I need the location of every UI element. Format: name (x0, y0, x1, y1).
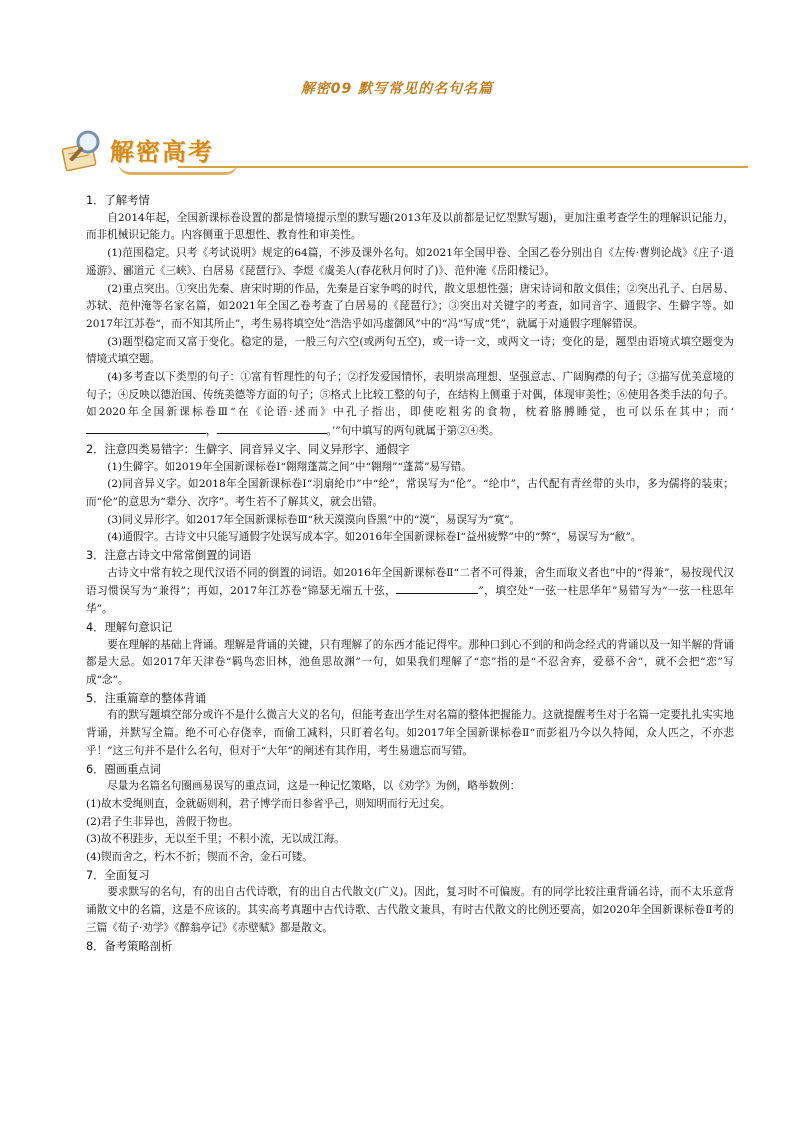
paragraph: (3)同义异形字。如2017年全国新课标卷Ⅲ“秋天漠漠向昏黑”中的“漠”，易误写为“寞”。 (107, 513, 521, 526)
paragraph-text: 古诗文中常有较之现代汉语不同的倒置的词语。如2016年全国新课标卷Ⅱ“二者不可得兼，舍生而取义者也”中的“得兼”，易按现代汉语习惯误写为“兼得”；再如，2017年江苏卷“锦瑟无端五十弦， (86, 566, 734, 598)
section-banner (58, 128, 748, 176)
section-heading: 2．注意四类易错字：生僻字、同音异义字、同义异形字、通假字 (86, 442, 410, 456)
paragraph (86, 369, 734, 441)
section-heading: 3．注意古诗文中常常倒置的词语 (86, 549, 252, 563)
paragraph-text: (4)多考查以下类型的句子：①富有哲理性的句子；②抒发爱国情怀，表明崇高理想、坚强意志、广阔胸襟的句子；③描写优美意境的句子；④反映以德治国、传统美德等方面的句子；⑤格式上比较工整的句子，在结构上侧重于对偶，体现审美性；⑥使用各类手法的句子。如2020年全国新课标卷Ⅲ“在《论语·述而》中孔子指出，即使吃粗劣的食物，枕着胳膊睡觉，也可以乐在其中；而‘ (86, 371, 734, 419)
section-heading: 7．全面复习 (86, 868, 150, 882)
paragraph: 要在理解的基础上背诵。理解是背诵的关键，只有理解了的东西才能记得牢。那种口到心不到的和尚念经式的背诵以及一知半解的背诵都是大忌。如2017年天津卷“羁鸟恋旧林，池鱼思故渊”一句，如果我们理解了“恋”指的是“不忍舍弃，爱慕不舍”，就不会把“恋”写成“念”。 (86, 638, 734, 686)
paragraph: (1)生僻字。如2019年全国新课标卷Ⅰ“翱翔蓬蒿之间”中“翱翔”“蓬蒿”易写错。 (107, 460, 472, 473)
paragraph: (1)范围稳定。只考《考试说明》规定的64篇，不涉及课外名句。如2021年全国甲卷、全国乙卷分别出自《左传·曹刿论战》《庄子·逍遥游》、郦道元《三峡》、白居易《琵琶行》、李煜《虞美人(春花秋月何时了)》、范仲淹《岳阳楼记》。 (86, 247, 734, 277)
magnifier-book-icon (58, 128, 106, 174)
fill-blank (396, 582, 478, 594)
paragraph (86, 565, 734, 619)
paragraph: (4)通假字。古诗文中只能写通假字处误写成本字。如2016年全国新课标卷Ⅰ“益州疲弊”中的“弊”，易误写为“敝”。 (107, 531, 642, 544)
fill-blank (86, 422, 206, 434)
fill-blank (217, 422, 327, 434)
paragraph: (3)题型稳定而又富于变化。稳定的是，一般三句六空(或两句五空)，或一诗一文，或两文一诗；变化的是，题型由语境式填空题变为情境式填空题。 (86, 335, 734, 366)
paragraph: 有的默写题填空部分或许不是什么微言大义的名句，但能考查出学生对名篇的整体把握能力。这就提醒考生对于名篇一定要扎扎实实地背诵，并默写全篇。绝不可心存侥幸，而偷工减料，只盯着名句。如2017年全国新课标卷Ⅱ“而彭祖乃今以久特闻，众人匹之，不亦悲乎！”这三句并不是什么名句，但对于“大年”的阐述有其作用，考生易遗忘而写错。 (86, 709, 734, 757)
paragraph: 尽量为名篇名句圈画易误写的重点词，这是一种记忆策略，以《劝学》为例，略举数例： (107, 780, 521, 793)
list-item: (4)锲而舍之，朽木不折；锲而不舍，金石可镂。 (86, 851, 313, 864)
section-heading: 8．备考策略剖析 (86, 939, 173, 953)
list-item: (1)故木受绳则直，金就砺则利，君子博学而日参省乎己，则知明而行无过矣。 (86, 797, 451, 810)
banner-rule (178, 166, 748, 168)
paragraph: 要求默写的名句，有的出自古代诗歌，有的出自古代散文(广义)。因此，复习时不可偏废。有的同学比较注重背诵名诗，而不太乐意背诵散文中的名篇，这是不应该的。其实高考真题中古代诗歌、古代散文兼具，有时古代散文的比例还要高，如2020年全国新课标卷Ⅱ考的三篇《荀子·劝学》《醉翁亭记》《赤壁赋》都是散文。 (86, 886, 734, 934)
banner-wave-decoration (118, 162, 238, 175)
paragraph: (2)重点突出。①突出先秦、唐宋时期的作品，先秦是百家争鸣的时代，散文思想性强；唐宋诗词和散文俱佳；②突出孔子、白居易、苏轼、范仲淹等名家名篇，如2021年全国乙卷考查了白居易的《琵琶行》；③突出对关键字的考查，如同音字、通假字、生僻字等。如2017年江苏卷“，而不知其所止”，考生易将填空处“浩浩乎如冯虚御风”中的“冯”写成“凭”，就属于对通假字理解错误。 (86, 282, 734, 330)
paragraph-text: 。’”句中填写的两句就属于第②④类。 (326, 425, 500, 438)
article-body (86, 192, 734, 955)
section-heading: 4．理解句意识记 (86, 620, 173, 634)
section-heading: 5．注重篇章的整体背诵 (86, 691, 207, 705)
list-item: (2)君子生非异也，善假于物也。 (86, 815, 239, 828)
paragraph: 自2014年起，全国新课标卷设置的都是情境提示型的默写题(2013年及以前都是记忆型默写题)，更加注重考查学生的理解识记能力，而非机械识记能力。内容侧重于思想性、教育性和审美性。 (86, 211, 734, 242)
section-heading: 6．圈画重点词 (86, 762, 161, 776)
list-item: (3)故不积跬步，无以至千里；不积小流，无以成江海。 (86, 833, 345, 846)
paragraph-text: ， (206, 425, 217, 438)
paragraph-text: ”，填空处“一弦一柱思华年”易错写为“一弦一柱思年华”。 (86, 585, 734, 616)
page-title: 解密09 默写常见的名句名篇 (300, 81, 494, 97)
section-heading: 1．了解考情 (86, 194, 150, 207)
paragraph: (2)同音异义字。如2018年全国新课标卷Ⅰ“羽扇纶巾”中“纶”，常误写为“伦”。“纶巾”，古代配有青丝带的头巾，多为儒将的装束；而“伦”的意思为“辈分、次序”。考生若不了解其义，就会出错。 (86, 478, 734, 508)
banner-label: 解密高考 (110, 138, 214, 166)
